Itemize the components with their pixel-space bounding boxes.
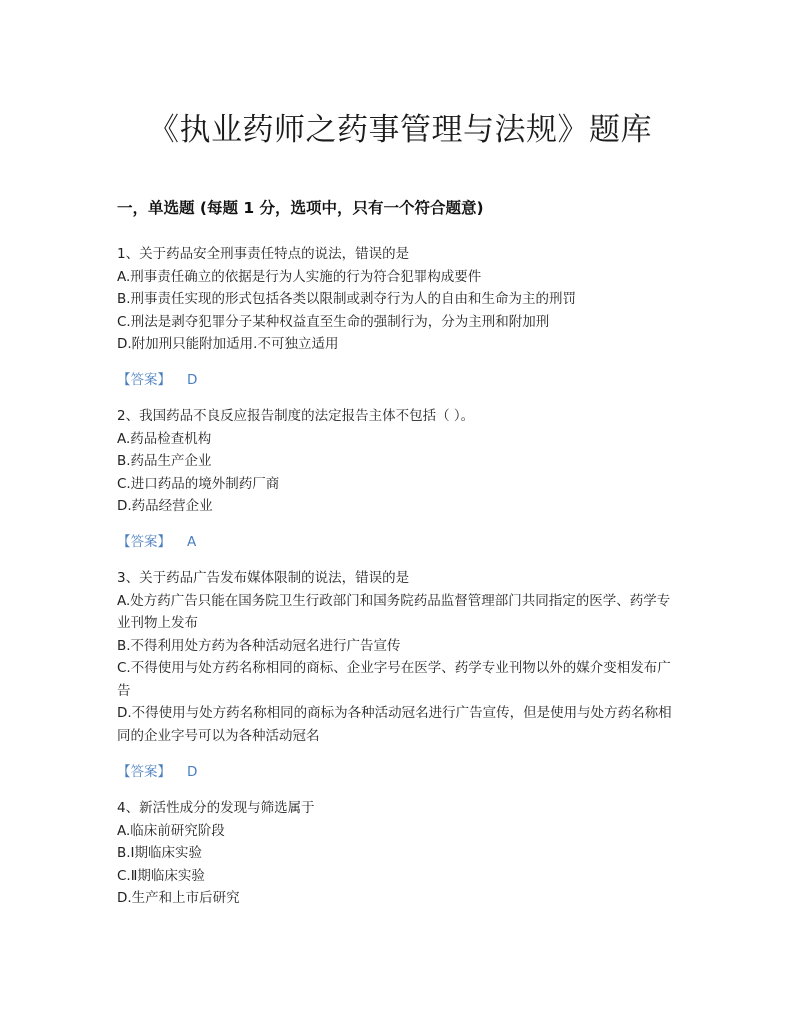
question-stem: 3、关于药品广告发布媒体限制的说法，错误的是 [117, 570, 410, 586]
question-2 [117, 405, 683, 518]
answer-label: 【答案】 [117, 372, 171, 388]
option-b: B.药品生产企业 [117, 453, 212, 469]
option-c: C.进口药品的境外制药厂商 [117, 475, 280, 492]
question-4 [117, 797, 683, 910]
section-heading: 一，单选题 (每题 1 分，选项中，只有一个符合题意) [117, 199, 484, 217]
question-3 [117, 567, 683, 747]
option-d: D.不得使用与处方药名称相同的商标为各种活动冠名进行广告宣传，但是使用与处方药名称相同的企业字号可以为各种活动冠名 [117, 705, 672, 744]
document-title: 《执业药师之药事管理与法规》题库 [148, 112, 652, 148]
option-d: D.附加刑只能附加适用.不可独立适用 [117, 336, 339, 352]
question-stem: 1、关于药品安全刑事责任特点的说法，错误的是 [117, 246, 410, 262]
option-c: C.刑法是剥夺犯罪分子某种权益直至生命的强制行为，分为主刑和附加刑 [117, 313, 550, 330]
option-b: B.不得利用处方药为各种活动冠名进行广告宣传 [117, 637, 401, 654]
answer-value: D [187, 372, 198, 388]
option-a: A.临床前研究阶段 [117, 822, 225, 839]
answer-label: 【答案】 [117, 764, 171, 780]
option-b: B.Ⅰ期临床实验 [117, 845, 203, 861]
question-1 [117, 243, 683, 356]
question-stem: 4、新活性成分的发现与筛选属于 [117, 800, 315, 816]
option-a: A.药品检查机构 [117, 430, 212, 447]
option-c: C.不得使用与处方药名称相同的商标、企业字号在医学、药学专业刊物以外的媒介变相发布广告 [117, 660, 671, 699]
option-d: D.生产和上市后研究 [117, 890, 240, 906]
option-b: B.刑事责任实现的形式包括各类以限制或剥夺行为人的自由和生命为主的刑罚 [117, 291, 577, 307]
answer-label: 【答案】 [117, 534, 171, 550]
question-stem: 2、我国药品不良反应报告制度的法定报告主体不包括（ ）。 [117, 408, 475, 424]
option-a: A.刑事责任确立的依据是行为人实施的行为符合犯罪构成要件 [117, 268, 482, 285]
option-c: C.Ⅱ期临床实验 [117, 867, 205, 884]
option-a: A.处方药广告只能在国务院卫生行政部门和国务院药品监督管理部门共同指定的医学、药学专业刊物上发布 [117, 592, 671, 631]
answer-1 [117, 369, 197, 391]
answer-2 [117, 531, 196, 553]
answer-value: A [187, 534, 197, 550]
answer-value: D [187, 764, 198, 780]
answer-3 [117, 761, 197, 783]
option-d: D.药品经营企业 [117, 498, 213, 514]
